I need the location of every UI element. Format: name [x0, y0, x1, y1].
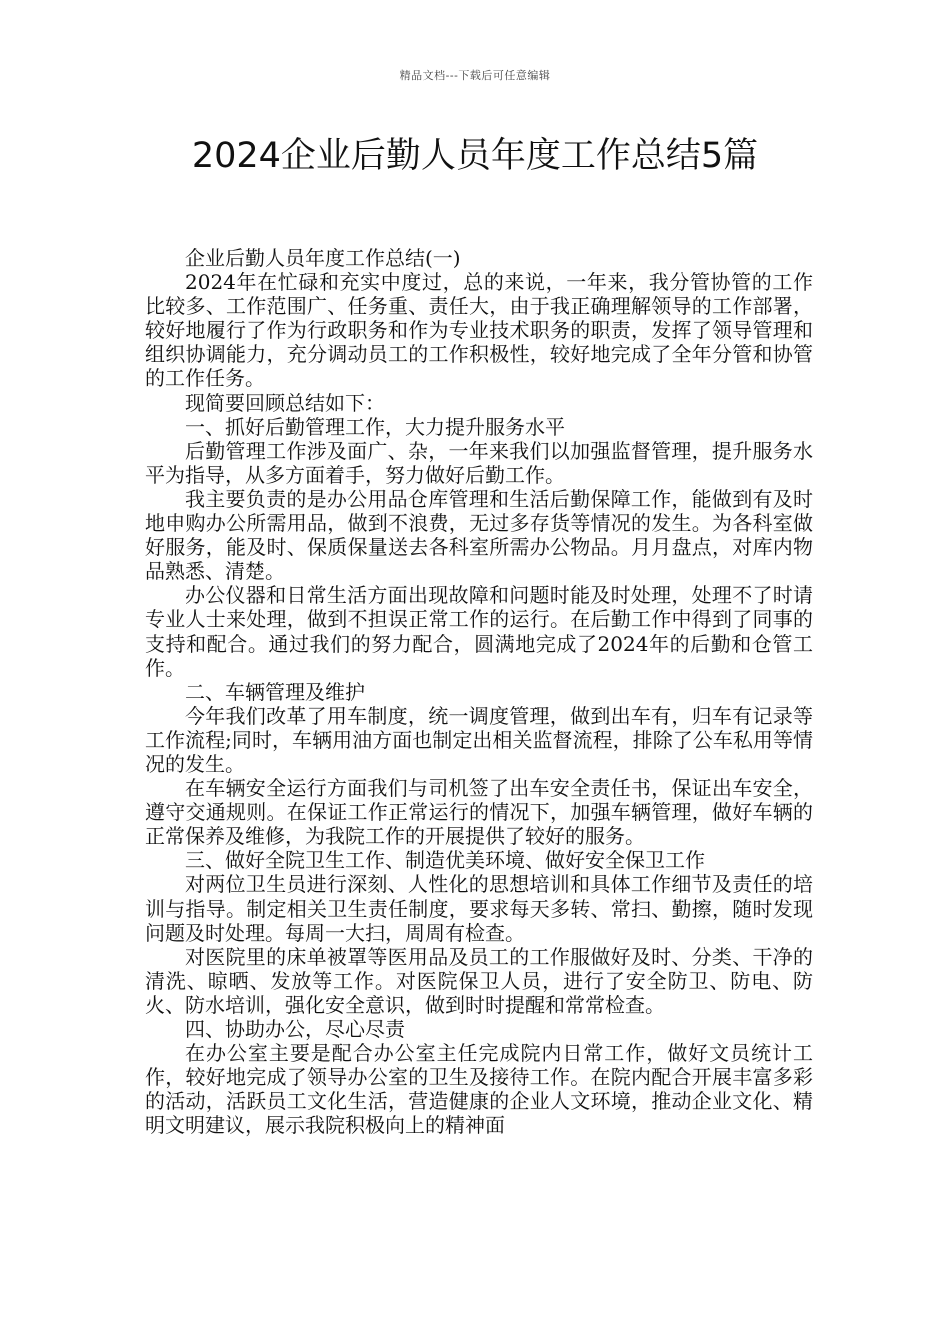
- document-body: [145, 246, 813, 1137]
- paragraph: 对两位卫生员进行深刻、人性化的思想培训和具体工作细节及责任的培训与指导。制定相关卫生责任制度，要求每天多转、常扫、勤擦，随时发现问题及时处理。每周一大扫，周周有检查。: [145, 872, 813, 945]
- paragraph: 后勤管理工作涉及面广、杂，一年来我们以加强监督管理，提升服务水平为指导，从多方面着手，努力做好后勤工作。: [145, 438, 813, 487]
- section-heading: 四、协助办公，尽心尽责: [185, 1017, 405, 1041]
- header-note: 精品文档---下载后可任意编辑: [399, 69, 551, 82]
- section-heading: 一、抓好后勤管理工作，大力提升服务水平: [185, 414, 565, 439]
- paragraph: 我主要负责的是办公用品仓库管理和生活后勤保障工作，能做到有及时地申购办公所需用品，做到不浪费，无过多存货等情况的发生。为各科室做好服务，能及时、保质保量送去各科室所需办公物品。月月盘点，对库内物品熟悉、清楚。: [145, 486, 813, 584]
- paragraph: 2024年在忙碌和充实中度过，总的来说，一年来，我分管协管的工作比较多、工作范围广、任务重、责任大，由于我正确理解领导的工作部署，较好地履行了作为行政职务和作为专业技术职务的职责，发挥了领导管理和组织协调能力，充分调动员工的工作积极性，较好地完成了全年分管和协管的工作任务。: [145, 270, 813, 391]
- paragraph: 在办公室主要是配合办公室主任完成院内日常工作，做好文员统计工作，较好地完成了领导办公室的卫生及接待工作。在院内配合开展丰富多彩的活动，活跃员工文化生活，营造健康的企业人文环境，推动企业文化、精明文明建议，展示我院积极向上的精神面: [145, 1041, 813, 1138]
- paragraph: 现简要回顾总结如下：: [185, 390, 385, 415]
- paragraph: 办公仪器和日常生活方面出现故障和问题时能及时处理，处理不了时请专业人士来处理，做到不担误正常工作的运行。在后勤工作中得到了同事的支持和配合。通过我们的努力配合，圆满地完成了2024年的后勤和仓管工作。: [145, 583, 813, 680]
- section-heading: 企业后勤人员年度工作总结(一): [185, 246, 461, 270]
- paragraph: 对医院里的床单被罩等医用品及员工的工作服做好及时、分类、干净的清洗、晾晒、发放等工作。对医院保卫人员，进行了安全防卫、防电、防火、防水培训，强化安全意识，做到时时提醒和常常检查。: [145, 944, 813, 1017]
- section-heading: 三、做好全院卫生工作、制造优美环境、做好安全保卫工作: [185, 848, 705, 873]
- document-title: 2024企业后勤人员年度工作总结5篇: [191, 136, 759, 176]
- paragraph: 今年我们改革了用车制度，统一调度管理，做到出车有，归车有记录等工作流程;同时，车辆用油方面也制定出相关监督流程，排除了公车私用等情况的发生。: [145, 703, 813, 776]
- paragraph: 在车辆安全运行方面我们与司机签了出车安全责任书，保证出车安全，遵守交通规则。在保证工作正常运行的情况下，加强车辆管理，做好车辆的正常保养及维修，为我院工作的开展提供了较好的服务。: [145, 776, 813, 849]
- section-heading: 二、车辆管理及维护: [185, 679, 365, 704]
